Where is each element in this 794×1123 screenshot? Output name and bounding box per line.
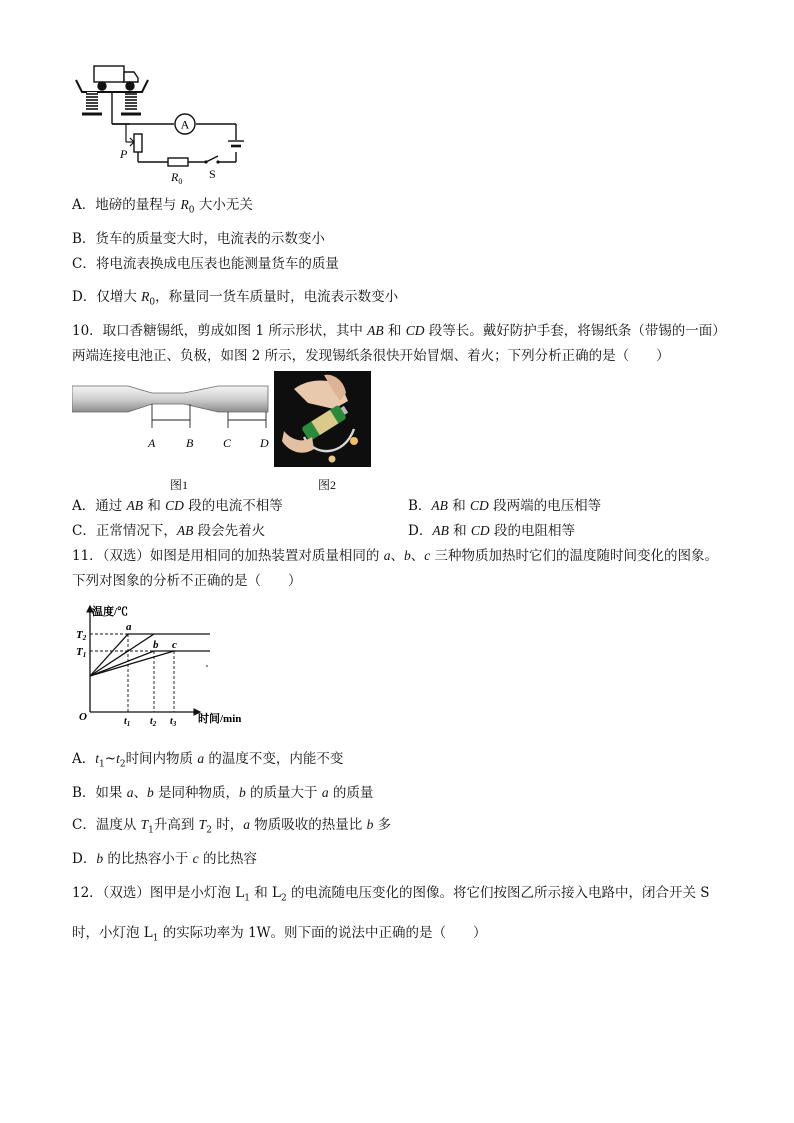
q11-option-d: D．b 的比热容小于 c 的比热容 [72,851,257,867]
q11-option-a: A．$t_1\sim t_2$时间内物质 a 的温度不变，内能不变 [72,751,344,770]
q9-option-d: D．仅增大 $R_0$，称量同一货车质量时，电流表示数变小 [72,289,399,308]
battery-photo-figure [274,371,371,467]
q11-option-b: B．如果 a、b 是同种物质，b 的质量大于 a 的质量 [72,785,374,801]
y-tick-t1: T1 [76,646,87,659]
series-b-label: b [153,639,159,651]
series-a-line [90,634,210,676]
x-axis-label: 时间/min [198,713,242,725]
q11-stem-line2: 下列对图象的分析不正确的是（ ） [72,573,302,589]
y-tick-t2: T2 [76,629,87,642]
r0-sub: 0 [178,177,183,186]
spring-left [82,92,102,114]
series-c-line-2 [90,651,174,676]
battery-icon [228,141,244,146]
resistor-r0-icon [168,158,188,186]
q10-stem-line1: 10．取口香糖锡纸，剪成如图 1 所示形状，其中 AB 和 CD 段等长。戴好防护手套，将锡纸条（带锡的一面） [72,323,726,339]
q10-option-c: C．正常情况下，AB 段会先着火 [72,523,266,539]
slider-p-label: P [120,147,128,161]
q9-option-c: C．将电流表换成电压表也能测量货车的质量 [72,256,339,272]
point-a-label: A [148,436,156,450]
ammeter-label: A [180,117,190,132]
origin-label: O [79,711,87,723]
q10-option-b: B．AB 和 CD 段两端的电压相等 [408,498,602,514]
x-tick-t2: $t_2$ [150,716,157,728]
q11-stem-line1: 11．（双选）如图是用相同的加热装置对质量相同的 a、b、c 三种物质加热时它们的温度随时间变化的图象。 [72,548,719,564]
series-c-label: c [172,639,177,651]
q10-option-d: D．AB 和 CD 段的电阻相等 [408,523,575,539]
series-a-label: a [126,621,132,633]
fig1-caption: 图1 [170,478,189,492]
spring-right [121,94,141,114]
tin-foil-strip-figure [72,380,272,458]
temperature-time-chart [74,600,254,728]
switch-icon [204,156,219,181]
weighbridge-circuit-figure [70,58,250,188]
point-b-label: B [186,436,194,450]
fig2-caption: 图2 [318,478,337,492]
truck-icon [94,66,138,90]
r0-label: R [171,170,179,184]
point-c-label: C [223,436,232,450]
q11-option-c: C．温度从 $T_1$升高到 $T_2$ 时，a 物质吸收的热量比 b 多 [72,817,392,836]
x-tick-t3: $t_3$ [170,716,177,728]
ammeter-icon [175,114,195,134]
point-d-label: D [260,436,269,450]
q9-option-a: A．地磅的量程与 $R_0$ 大小无关 [72,197,253,216]
q12-line1: 12．（双选）图甲是小灯泡 $L_1$ 和 $L_2$ 的电流随电压变化的图像。将它们按图乙所示接入电路中，闭合开关 S [72,885,710,904]
q10-option-a: A．通过 AB 和 CD 段的电流不相等 [72,498,283,514]
y-axis-label: 温度/℃ [92,606,129,618]
q12-line2: 时，小灯泡 $L_1$ 的实际功率为 1W。则下面的说法中正确的是（ ） [72,925,487,944]
x-tick-t1: $t_1$ [124,716,131,728]
q10-stem-line2: 两端连接电池正、负极，如图 2 所示，发现锡纸条很快开始冒烟、着火；下列分析正确的是（ ） [72,348,670,364]
svg-text:R0 [170,170,182,186]
switch-label: S [209,167,216,181]
q9-option-b: B．货车的质量变大时，电流表的示数变小 [72,231,325,247]
